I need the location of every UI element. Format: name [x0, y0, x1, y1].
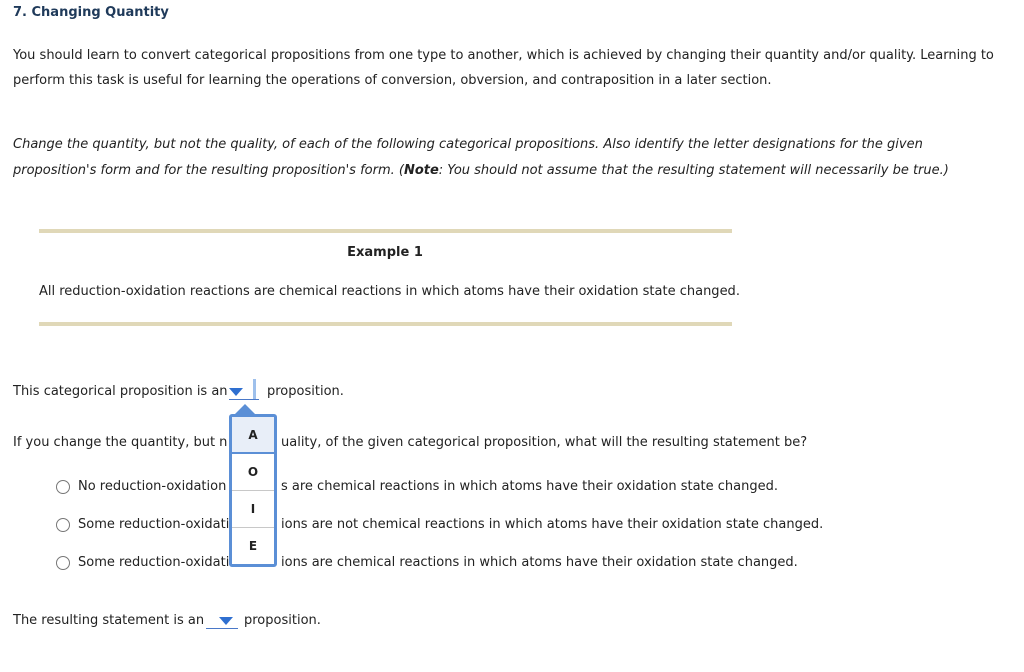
dropdown-option-e[interactable]: E — [248, 539, 258, 553]
q1-dropdown[interactable] — [229, 385, 259, 400]
note-label: Note — [403, 163, 439, 178]
dropdown-option-a[interactable]: A — [232, 417, 274, 454]
example-bottom-rule — [39, 322, 732, 326]
intro-line-1: You should learn to convert categorical propositions from one type to another, which is achieved by changing their quantity and/or quality. Learning to — [13, 48, 994, 63]
instructions-text-end: : You should not assume that the resulting statement will necessarily be true.) — [438, 163, 949, 178]
example-title: Example 1 — [347, 245, 423, 260]
choice-1-radio[interactable] — [56, 480, 70, 494]
dropdown-popup — [229, 414, 277, 567]
chevron-down-icon — [229, 388, 243, 396]
popup-pointer — [235, 404, 255, 414]
q3-text-after: proposition. — [244, 613, 321, 628]
choice-2-radio[interactable] — [56, 518, 70, 532]
choice-3-right[interactable]: ions are chemical reactions in which atoms have their oxidation state changed. — [281, 555, 798, 570]
choice-3-left[interactable]: Some reduction-oxidati — [78, 555, 230, 570]
instructions-text: proposition's form and for the resulting proposition's form. ( — [13, 163, 404, 178]
instructions-line-2 — [13, 158, 949, 183]
q3-dropdown[interactable] — [206, 614, 238, 629]
section-title: 7. Changing Quantity — [13, 5, 169, 20]
choice-2-right[interactable]: ions are not chemical reactions in which atoms have their oxidation state changed. — [281, 517, 824, 532]
intro-line-2: perform this task is useful for learning the operations of conversion, obversion, and contraposition in a later section. — [13, 73, 772, 88]
dropdown-option-o[interactable]: O — [232, 454, 274, 491]
instructions-line-1: Change the quantity, but not the quality, of each of the following categorical propositions. Also identify the letter designations for the given — [13, 137, 923, 152]
example-statement: All reduction-oxidation reactions are chemical reactions in which atoms have their oxidation state changed. — [39, 284, 740, 299]
choice-1-right[interactable]: s are chemical reactions in which atoms have their oxidation state changed. — [281, 479, 778, 494]
example-top-rule — [39, 229, 732, 233]
choice-3-radio[interactable] — [56, 556, 70, 570]
dropdown-option-i[interactable]: I — [232, 491, 274, 528]
q1-text: This categorical proposition is an — [13, 384, 228, 399]
q2-text-right: uality, of the given categorical proposition, what will the resulting statement be? — [281, 435, 808, 450]
q3-text: The resulting statement is an — [13, 613, 205, 628]
choice-2-left[interactable]: Some reduction-oxidati — [78, 517, 230, 532]
q1-text-after: proposition. — [267, 384, 344, 399]
chevron-down-icon — [219, 617, 233, 625]
choice-1-left[interactable]: No reduction-oxidation — [78, 479, 227, 494]
focus-marker — [253, 379, 256, 399]
q2-text-left: If you change the quantity, but n — [13, 435, 228, 450]
